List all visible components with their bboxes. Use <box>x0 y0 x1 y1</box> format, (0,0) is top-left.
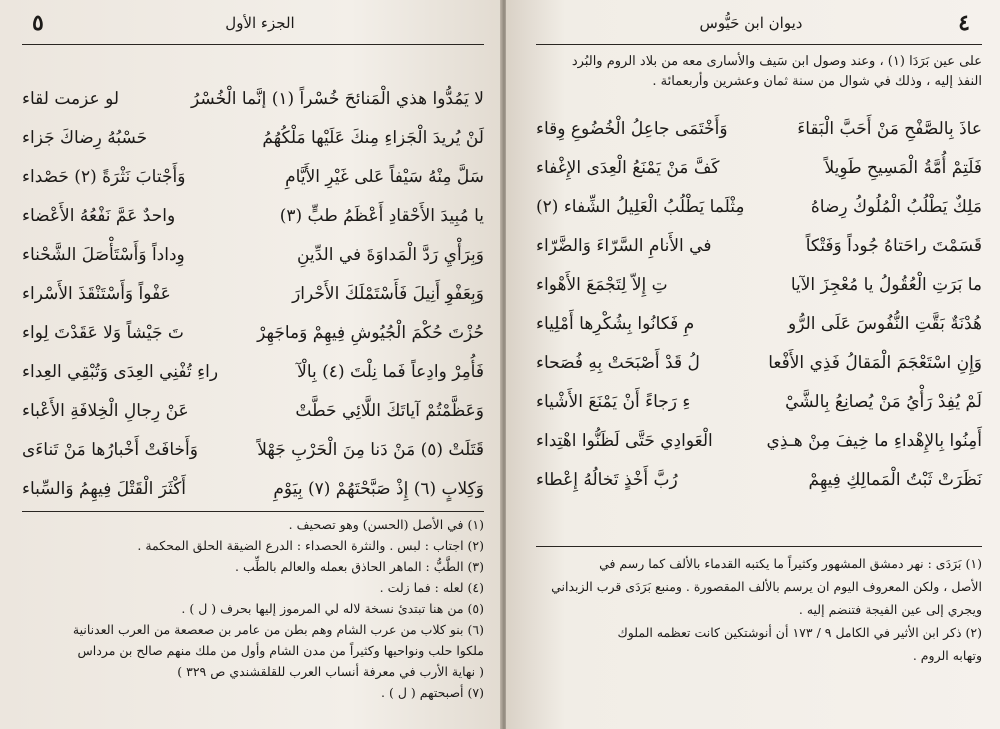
verse-right-hemistich: وَبِرَأْيِ رَدَّ الْمَداوَةَ في الدِّينِ <box>296 245 484 265</box>
verse-left-hemistich: واحدٌ عَمَّ نَفْعُهُ الأَعْضاء <box>22 206 176 226</box>
footnote: (٣) الطَّبُّ : الماهر الحاذق بعمله والعالم بالطِّب . <box>235 559 484 574</box>
footnote-rule <box>536 546 982 547</box>
verse-line <box>536 344 982 383</box>
verse-left-hemistich: في الأَنامِ السَّرّاءَ وَالضَّرّاء <box>536 236 712 256</box>
verse-left-hemistich: تَ جَيْشاً وَلا عَقَدْتَ لِواء <box>22 323 184 343</box>
page-number: ٥ <box>32 10 44 36</box>
footnote: (٦) بنو كلاب من عرب الشام وهم بطن من عامر بن صعصعة من العرب العدنانية <box>72 622 484 637</box>
verse-left-hemistich: وِداداً وَأَسْتَأْصَلَ الشَّحْناء <box>22 245 185 265</box>
verse-line <box>22 158 484 197</box>
verse-left-hemistich: مِ فَكانُوا بِشُكْرِها أَمْلِياء <box>536 314 695 334</box>
verse-left-hemistich: حَسْبُهُ رِضاكَ جَزاء <box>22 128 148 148</box>
intro-line: النفذ إليه ، وذلك في شوال من سنة ثمان وعشرين وأربعمائة . <box>652 74 982 89</box>
verse-right-hemistich: نَظَرَتْ ثَبْتُ الْمَمالِكِ فِيهِمْ <box>808 470 982 490</box>
footnote: وتهابه الروم . <box>912 648 982 663</box>
verse-line <box>22 314 484 353</box>
footnote: (١) بَرَدَى : نهر دمشق المشهور وكثيراً ما يكتبه القدماء بالألف كما رسم في <box>599 556 982 571</box>
verse-line <box>22 119 484 158</box>
footnote-rule <box>22 511 484 512</box>
verse-right-hemistich: وَبِعَفْوِ أَنِيلَ فَأَسْتَمْلَكَ الأَحْرارَ <box>292 284 484 304</box>
verse-left-hemistich: رُبَّ أَخْذٍ تَخالُهُ إِعْطاء <box>536 470 678 490</box>
footnote: (٥) من هنا تبتدئ نسخة لاله لي المرموز إليها بحرف ( ل ) . <box>181 601 484 616</box>
verse-right-hemistich: وَعَظَّمْتُمْ آياتَكَ اللَّائِي حَطَّتْ <box>295 401 484 421</box>
verse-left-hemistich: كَفَّ مَنْ يَمْنَعُ الْعِدَى الإِغْفاء <box>536 158 720 178</box>
footnote: ( نهاية الأرب في معرفة أنساب العرب للقلقشندي ص ٣٢٩ ) <box>177 664 484 679</box>
verse-left-hemistich: عَفْواً وَأَسْتَنْقَذَ الأَسْراء <box>22 284 171 304</box>
verse-line <box>536 422 982 461</box>
verse-right-hemistich: ما بَرَتِ الْعُقُولُ يا مُعْجِزَ الآيا <box>790 275 982 295</box>
intro-prose <box>536 52 982 92</box>
verse-right-hemistich: وَإِنِ اسْتَعْجَمَ الْمَقالُ فَذِي الأَفْعا <box>768 353 982 373</box>
verse-left-hemistich: لو عزمت لقاء <box>22 89 120 109</box>
footnotes <box>536 552 982 667</box>
verse-line <box>22 431 484 470</box>
verse-left-hemistich: وَأَجْتابَ نَثْرَةً (٢) حَصْداء <box>22 167 186 187</box>
verse-line <box>536 110 982 149</box>
verse-right-hemistich: يا مُبِيدَ الأَحْقادِ أَعْظَمُ طبٍّ (٣) <box>279 206 484 226</box>
verse-line <box>22 275 484 314</box>
verse-right-hemistich: لا يَمُدُّوا هذي الْمَنائحَ خُسْراً (١) إنَّما الْخُسْرُ <box>191 89 484 109</box>
verse-line <box>536 266 982 305</box>
verse-right-hemistich: هُدْنَةٌ بَقَّتِ النُّفُوسَ عَلَى الرُّو <box>788 314 982 334</box>
verse-right-hemistich: لَنْ يُريدَ الْجَزاءِ مِنكَ عَلَيْها مَلْكُهُمُ <box>262 128 484 148</box>
verse-left-hemistich: أَكْثَرَ الْقَتْلَ فِيهِمُ وَالسِّباء <box>22 479 187 499</box>
verse-left-hemistich: تِ إِلاّ لِتَجْمَعَ الأَهْواء <box>536 275 668 295</box>
verse-right-hemistich: فَلَتِمْ أُمَّةُ الْمَسِيحِ طَوِيلاً <box>824 158 982 178</box>
footnote: (٧) أصبحتهم ( ل ) . <box>381 685 484 700</box>
verse-right-hemistich: فَأُمِرْ وادِعاً فَما نِلْتَ (٤) بِالْآ <box>297 362 484 382</box>
intro-line: على عين بَرَدَا (١) ، وعند وصول ابن سَيف والأسارى معه من بلاد الروم والبُرد <box>571 54 982 69</box>
verse-line <box>536 227 982 266</box>
footnote: الأصل ، ولكن المعروف اليوم ان يرسم بالألف المقصورة . ومنبع بَرَدَى قرب الزبداني <box>551 579 982 594</box>
footnote: (١) في الأصل (الحسن) وهو تصحيف . <box>288 517 484 532</box>
verse-left-hemistich: ءِ رَجاءً أَنْ يَمْنَعَ الأَشْياء <box>536 392 691 412</box>
verse-line <box>22 392 484 431</box>
page-number: ٤ <box>958 10 970 36</box>
verse-left-hemistich: راءِ تُفْنِي العِدَى وَتُبْقِي العِداء <box>22 362 219 382</box>
verse-block <box>22 80 484 509</box>
verse-line <box>22 470 484 509</box>
running-header: الجزء الأول <box>225 14 295 32</box>
verse-left-hemistich: مِثْلَما يَطْلُبُ الْعَلِيلُ الشِّفاء (٢) <box>536 197 745 217</box>
verse-line <box>536 149 982 188</box>
verse-right-hemistich: مَلِكٌ يَطْلُبُ الْمُلُوكُ رِضاهُ <box>810 197 982 217</box>
verse-right-hemistich: عاذَ بِالصَّفْحِ مَنْ أَحَبَّ الْبَقاءَ <box>797 119 982 139</box>
footnote: ملكوا حلب ونواحيها وكثيراً من مدن الشام وأول من ملك منهم صالح بن مرداس <box>77 643 484 658</box>
footnote: ويجري إلى عين الفيجة فتنضم إليه . <box>798 602 982 617</box>
footnote: (٤) لعله : فما زلت . <box>379 580 484 595</box>
verse-line <box>22 353 484 392</box>
verse-line <box>22 80 484 119</box>
verse-right-hemistich: وَكِلابٍ (٦) إِذْ صَبَّحْتَهُمْ (٧) بِيَوْمِ <box>273 479 484 499</box>
verse-right-hemistich: قَسَمْتَ راحَتاهُ جُوداً وَفَتْكاً <box>805 236 982 256</box>
verse-left-hemistich: لُ قَدْ أَصْبَحَتْ بِهِ فُصَحاء <box>536 353 700 373</box>
verse-line <box>536 188 982 227</box>
header-rule <box>22 44 484 45</box>
header-rule <box>536 44 982 45</box>
verse-line <box>536 305 982 344</box>
verse-right-hemistich: حُزْتَ حُكْمَ الْجُيُوشِ فِيهِمْ وَماجَهِرْ <box>257 323 484 343</box>
footnote: (٢) اجتاب : لبس . والنثرة الحصداء : الدرع الضيقة الحلق المحكمة . <box>137 538 484 553</box>
verse-right-hemistich: قَتَلَتْ (٥) مَنْ دَنا مِنَ الْحَرْبِ جَهْلاً <box>257 440 484 460</box>
verse-left-hemistich: وَأَخافَتْ أَخْبارُها مَنْ تَناءَى <box>22 440 198 460</box>
footnotes <box>22 514 484 703</box>
verse-right-hemistich: أَمِنُوا بِالإِهْداءِ ما خِيفَ مِنْ هـذِي <box>766 431 982 451</box>
verse-line <box>536 383 982 422</box>
verse-line <box>536 461 982 500</box>
verse-left-hemistich: الْعَوادِي حَتَّى لَظَنُّوا اهْتِداء <box>536 431 713 451</box>
verse-line <box>22 197 484 236</box>
verse-right-hemistich: سَلَّ مِنْهُ سَيْفاً عَلى غَيْرِ الأَيَّامِ <box>285 167 484 187</box>
verse-line <box>22 236 484 275</box>
footnote: (٢) ذكر ابن الأثير في الكامل ٩ / ١٧٣ أن أنوشتكين كانت تعظمه الملوك <box>617 625 982 640</box>
verse-block <box>536 110 982 500</box>
verse-left-hemistich: عَنْ رِجالِ الْخِلافَةِ الأَعْباء <box>22 401 189 421</box>
right-page <box>506 0 1000 729</box>
verse-right-hemistich: لَمْ يُفِدْ رَأْيُ مَنْ يُصانِعُ بِالشَّيْ <box>785 392 982 412</box>
verse-left-hemistich: وَأَخْتَمَى جاعِلُ الْخُضُوعِ وِقاء <box>536 119 728 139</box>
running-header: ديوان ابن حَيُّوس <box>699 14 803 32</box>
